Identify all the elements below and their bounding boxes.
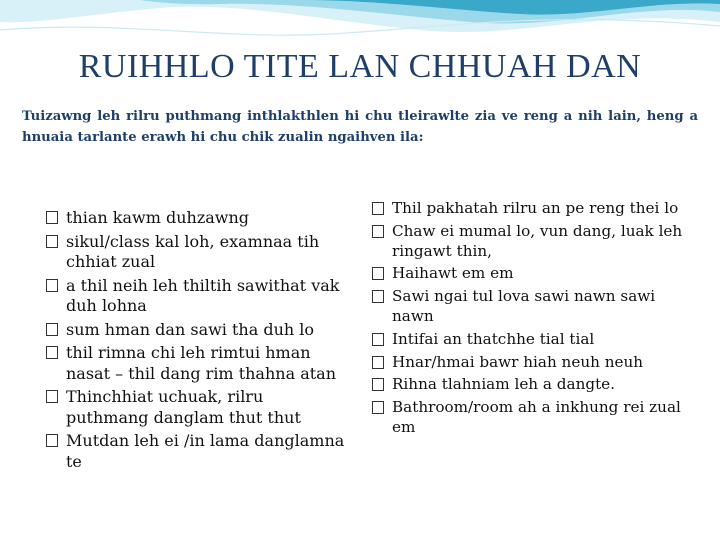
checkbox-bullet-icon [372, 401, 384, 414]
list-item-text: Chaw ei mumal lo, vun dang, luak leh ringawt thin, [392, 221, 683, 260]
list-item-text: Intifai an thatchhe tial tial [392, 329, 595, 348]
right-bullet-list [372, 199, 692, 441]
list-item [46, 276, 346, 317]
list-item-text: sum hman dan sawi tha duh lo [66, 319, 315, 339]
list-item [46, 232, 346, 273]
list-item [46, 208, 346, 229]
list-item [46, 387, 346, 428]
list-item-text: Hnar/hmai bawr hiah neuh neuh [392, 352, 644, 371]
list-item-text: Thil pakhatah rilru an pe reng thei lo [392, 199, 679, 217]
checkbox-bullet-icon [46, 434, 58, 447]
slide-title: RUIHHLO TITE LAN CHHUAH DAN [78, 48, 642, 85]
list-item [372, 287, 692, 327]
checkbox-bullet-icon [372, 356, 384, 369]
list-item-text: Rihna tlahniam leh a dangte. [392, 375, 615, 394]
checkbox-bullet-icon [372, 225, 384, 238]
checkbox-bullet-icon [372, 378, 384, 391]
checkbox-bullet-icon [46, 279, 58, 292]
list-item-text: Sawi ngai tul lova sawi nawn sawi nawn [392, 287, 656, 325]
list-item [372, 330, 692, 350]
checkbox-bullet-icon [372, 202, 384, 215]
checkbox-bullet-icon [46, 235, 58, 248]
list-item [372, 264, 692, 284]
list-item [46, 431, 346, 472]
list-item-text: Thinchhiat uchuak, rilru puthmang danglam thut thut [66, 387, 301, 427]
checkbox-bullet-icon [372, 267, 384, 280]
list-item [372, 353, 692, 373]
checkbox-bullet-icon [372, 333, 384, 346]
checkbox-bullet-icon [372, 290, 384, 303]
list-item [372, 199, 692, 219]
checkbox-bullet-icon [46, 323, 58, 336]
list-item [46, 343, 346, 384]
list-item-text: a thil neih leh thiltih sawithat vak duh lohna [66, 275, 340, 315]
list-item-text: thian kawm duhzawng [66, 208, 250, 227]
list-item-text: Mutdan leh ei /in lama danglamna te [66, 431, 345, 471]
intro-paragraph: Tuizawng leh rilru puthmang inthlakthlen hi chu tleirawlte zia ve reng a nih lain, heng a hnuaia tarlante erawh hi chu chik zualin ngaihven ila: [22, 109, 698, 145]
list-item [372, 375, 692, 395]
checkbox-bullet-icon [46, 211, 58, 224]
list-item-text: sikul/class kal loh, examnaa tih chhiat zual [66, 231, 320, 271]
left-bullet-list [46, 208, 346, 475]
list-item-text: Haihawt em em [392, 264, 514, 283]
checkbox-bullet-icon [46, 346, 58, 359]
list-item [46, 320, 346, 341]
list-item-text: Bathroom/room ah a inkhung rei zual em [392, 398, 681, 436]
list-item [372, 398, 692, 438]
list-item-text: thil rimna chi leh rimtui hman nasat – thil dang rim thahna atan [66, 343, 337, 383]
list-item [372, 222, 692, 262]
checkbox-bullet-icon [46, 390, 58, 403]
